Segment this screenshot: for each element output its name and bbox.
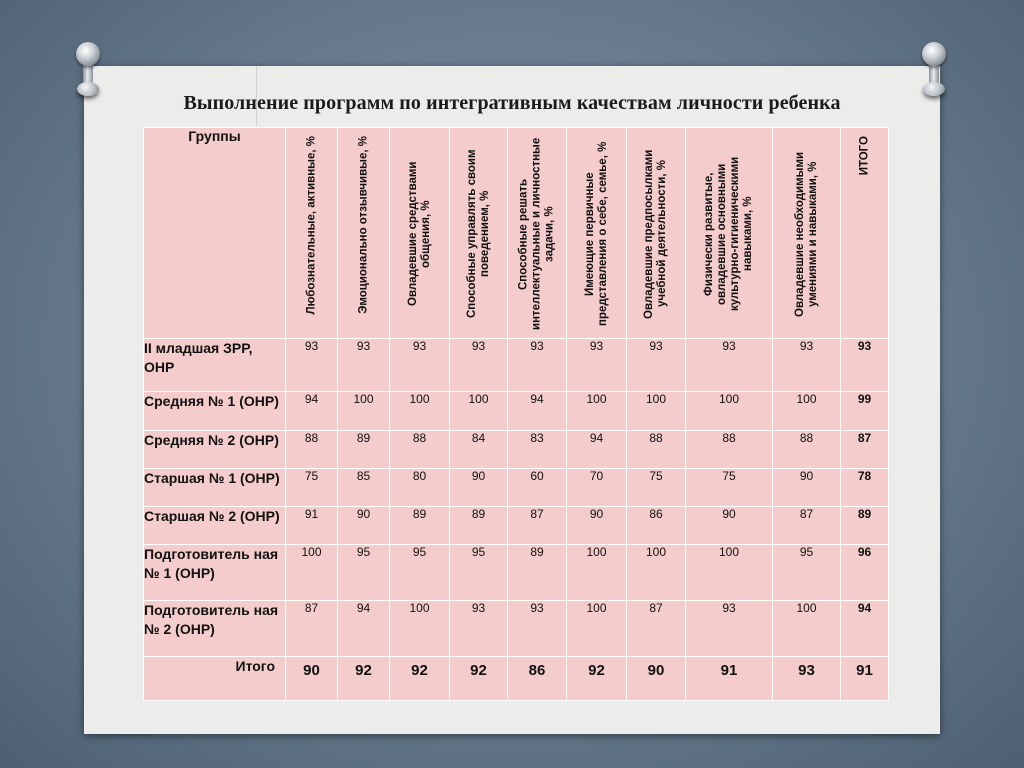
cell-value: 94	[567, 430, 627, 468]
cell-value: 93	[686, 339, 773, 392]
cell-value: 100	[567, 544, 627, 600]
cell-value: 100	[390, 392, 450, 430]
slide-title: Выполнение программ по интегративным качествам личности ребенка	[183, 92, 841, 114]
cell-value: 95	[773, 544, 841, 600]
groups-column-header: Группы	[144, 128, 286, 339]
column-header: Любознательные, активные, %	[286, 128, 338, 339]
cell-value: 86	[627, 506, 686, 544]
total-value: 92	[338, 656, 390, 700]
cell-value: 75	[286, 468, 338, 506]
cell-value: 93	[686, 600, 773, 656]
cell-value: 75	[686, 468, 773, 506]
cell-value: 93	[627, 339, 686, 392]
cell-value: 100	[627, 544, 686, 600]
cell-value: 80	[390, 468, 450, 506]
cell-value: 84	[450, 430, 508, 468]
total-value: 92	[567, 656, 627, 700]
cell-value: 89	[450, 506, 508, 544]
row-total: 99	[841, 392, 889, 430]
row-total: 78	[841, 468, 889, 506]
row-total: 87	[841, 430, 889, 468]
total-value: 92	[450, 656, 508, 700]
cell-value: 83	[508, 430, 567, 468]
cell-value: 90	[450, 468, 508, 506]
total-value: 90	[627, 656, 686, 700]
cell-value: 91	[286, 506, 338, 544]
cell-value: 93	[390, 339, 450, 392]
cell-value: 100	[286, 544, 338, 600]
row-total: 89	[841, 506, 889, 544]
group-name: II младшая ЗРР, ОНР	[144, 339, 286, 392]
cell-value: 90	[567, 506, 627, 544]
column-header: Овладевшие необходимыми умениями и навыками, %	[773, 128, 841, 339]
cell-value: 87	[508, 506, 567, 544]
cell-value: 93	[450, 600, 508, 656]
cell-value: 89	[390, 506, 450, 544]
cell-value: 93	[773, 339, 841, 392]
cell-value: 94	[286, 392, 338, 430]
cell-value: 89	[508, 544, 567, 600]
cell-value: 100	[390, 600, 450, 656]
cell-value: 88	[627, 430, 686, 468]
cell-value: 100	[686, 392, 773, 430]
cell-value: 88	[773, 430, 841, 468]
table-row	[144, 544, 889, 600]
cell-value: 100	[338, 392, 390, 430]
cell-value: 90	[686, 506, 773, 544]
cell-value: 88	[390, 430, 450, 468]
cell-value: 100	[686, 544, 773, 600]
cell-value: 60	[508, 468, 567, 506]
cell-value: 100	[773, 600, 841, 656]
group-name: Старшая № 2 (ОНР)	[144, 506, 286, 544]
cell-value: 70	[567, 468, 627, 506]
cell-value: 87	[773, 506, 841, 544]
table-row	[144, 392, 889, 430]
row-total: 96	[841, 544, 889, 600]
column-header: Овладевшие средствами общения, %	[390, 128, 450, 339]
cell-value: 95	[390, 544, 450, 600]
cell-value: 94	[338, 600, 390, 656]
table-row	[144, 600, 889, 656]
column-header: Способные управлять своим поведением, %	[450, 128, 508, 339]
column-header: Имеющие первичные представления о себе, семье, %	[567, 128, 627, 339]
total-value: 93	[773, 656, 841, 700]
cell-value: 93	[508, 600, 567, 656]
group-name: Подготовитель ная № 1 (ОНР)	[144, 544, 286, 600]
cell-value: 100	[627, 392, 686, 430]
cell-value: 93	[567, 339, 627, 392]
table-row	[144, 430, 889, 468]
cell-value: 94	[508, 392, 567, 430]
total-value: 86	[508, 656, 567, 700]
cell-value: 100	[773, 392, 841, 430]
column-header: Способные решать интеллектуальные и личностные задачи, %	[508, 128, 567, 339]
total-label: Итого	[144, 656, 286, 700]
cell-value: 88	[686, 430, 773, 468]
group-name: Подготовитель ная № 2 (ОНР)	[144, 600, 286, 656]
total-row	[144, 656, 889, 700]
cell-value: 95	[338, 544, 390, 600]
column-header: Эмоционально отзывчивые, %	[338, 128, 390, 339]
row-total: 93	[841, 339, 889, 392]
total-value: 92	[390, 656, 450, 700]
group-name: Старшая № 1 (ОНР)	[144, 468, 286, 506]
cell-value: 85	[338, 468, 390, 506]
cell-value: 93	[286, 339, 338, 392]
cell-value: 90	[338, 506, 390, 544]
cell-value: 88	[286, 430, 338, 468]
total-value: 90	[286, 656, 338, 700]
group-name: Средняя № 1 (ОНР)	[144, 392, 286, 430]
column-header: Физически развитые, овладевшие основными культурно-гигиеническими навыками, %	[686, 128, 773, 339]
cell-value: 75	[627, 468, 686, 506]
column-header-total: ИТОГО	[841, 128, 889, 339]
cell-value: 93	[338, 339, 390, 392]
cell-value: 93	[508, 339, 567, 392]
cell-value: 93	[450, 339, 508, 392]
cell-value: 87	[627, 600, 686, 656]
table-row	[144, 506, 889, 544]
results-table	[143, 127, 889, 701]
group-name: Средняя № 2 (ОНР)	[144, 430, 286, 468]
table-row	[144, 468, 889, 506]
row-total: 94	[841, 600, 889, 656]
cell-value: 89	[338, 430, 390, 468]
total-value: 91	[686, 656, 773, 700]
table-row	[144, 339, 889, 392]
cell-value: 100	[567, 600, 627, 656]
cell-value: 100	[567, 392, 627, 430]
grand-total: 91	[841, 656, 889, 700]
cell-value: 95	[450, 544, 508, 600]
cell-value: 90	[773, 468, 841, 506]
cell-value: 100	[450, 392, 508, 430]
header-row	[144, 128, 889, 339]
cell-value: 87	[286, 600, 338, 656]
column-header: Овладевшие предпосылками учебной деятельности, %	[627, 128, 686, 339]
